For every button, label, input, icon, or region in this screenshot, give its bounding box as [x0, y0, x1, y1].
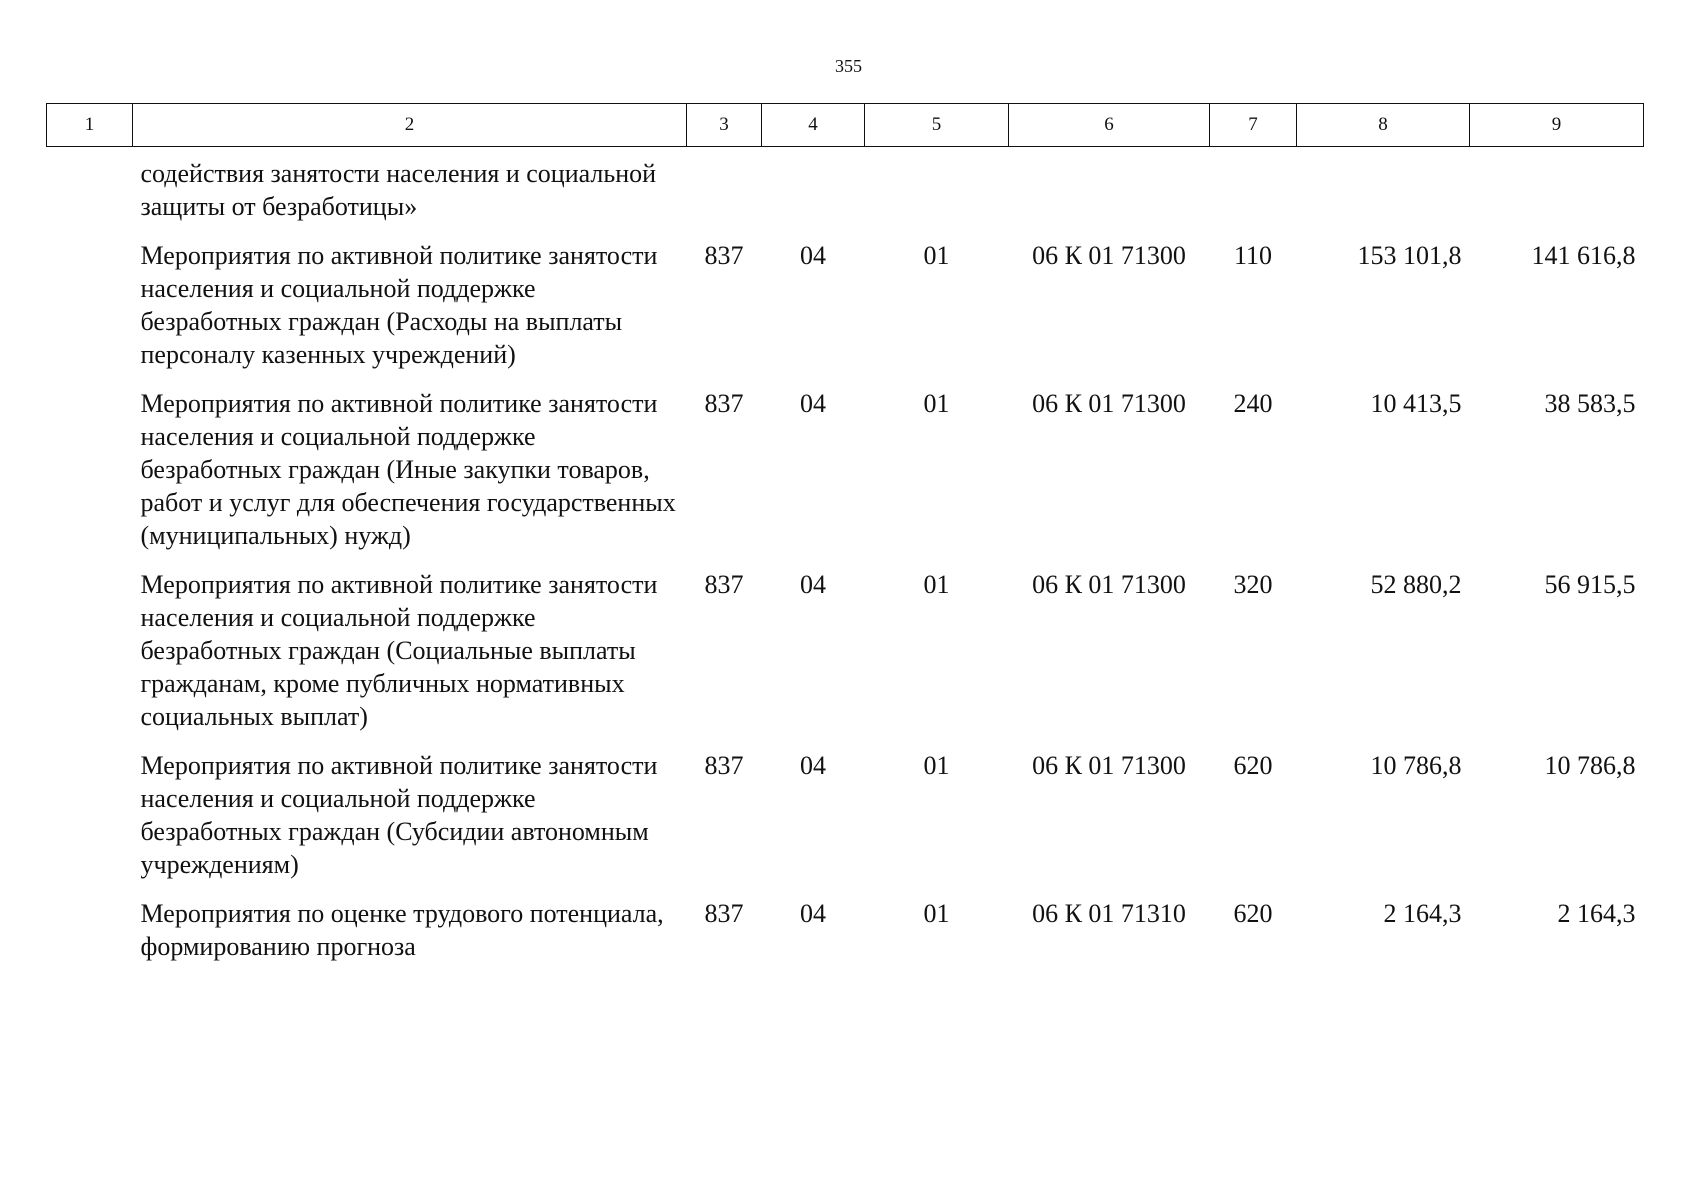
header-cell-9: 9	[1470, 104, 1644, 147]
table-row	[47, 239, 1644, 387]
header-cell-1: 1	[47, 104, 133, 147]
row-section-code: 04	[800, 241, 826, 270]
row-section-code: 04	[800, 570, 826, 599]
row-ministry-code: 837	[704, 241, 744, 270]
row-ministry-code: 837	[704, 389, 744, 418]
header-cell-8: 8	[1297, 104, 1470, 147]
table-header	[47, 104, 1644, 147]
row-target-article: 06 К 01 71300	[1032, 751, 1186, 780]
row-amount-col9	[1470, 147, 1644, 240]
row-amount-col8: 10 413,5	[1370, 389, 1462, 418]
table-row	[47, 749, 1644, 897]
table-row	[47, 387, 1644, 568]
row-cell-col1	[47, 147, 133, 240]
row-subsection-code	[865, 147, 1009, 240]
table-row	[47, 897, 1644, 979]
row-amount-col8: 10 786,8	[1370, 751, 1462, 780]
row-expense-type: 240	[1233, 389, 1273, 418]
row-section-code	[762, 147, 865, 240]
row-ministry-code: 837	[704, 570, 744, 599]
header-cell-5: 5	[865, 104, 1009, 147]
row-expense-type: 620	[1233, 899, 1273, 928]
table-body	[47, 147, 1644, 980]
row-amount-col9: 56 915,5	[1544, 570, 1636, 599]
budget-table	[46, 103, 1644, 979]
row-expense-type: 320	[1233, 570, 1273, 599]
header-cell-7: 7	[1210, 104, 1297, 147]
page-number: 355	[835, 56, 862, 76]
header-cell-2: 2	[133, 104, 687, 147]
row-target-article: 06 К 01 71300	[1032, 241, 1186, 270]
row-target-article: 06 К 01 71300	[1032, 389, 1186, 418]
row-section-code: 04	[800, 899, 826, 928]
table-row	[47, 568, 1644, 749]
row-cell-col1	[47, 749, 133, 897]
row-expense-type	[1210, 147, 1297, 240]
row-ministry-code: 837	[704, 751, 744, 780]
row-description: Мероприятия по активной политике занятости населения и социальной поддержке безработных граждан (Расходы на выплаты персоналу казенных учреждений)	[140, 241, 658, 369]
row-subsection-code: 01	[923, 389, 950, 418]
header-cell-4: 4	[762, 104, 865, 147]
row-target-article: 06 К 01 71310	[1032, 899, 1186, 928]
row-cell-col1	[47, 239, 133, 387]
row-amount-col9: 2 164,3	[1557, 899, 1636, 928]
row-description: Мероприятия по активной политике занятости населения и социальной поддержке безработных граждан (Субсидии автономным учреждениям)	[140, 751, 658, 879]
row-description: Мероприятия по активной политике занятости населения и социальной поддержке безработных граждан (Иные закупки товаров, работ и услуг для обеспечения государственных (муниципальных) нужд)	[140, 389, 676, 550]
row-subsection-code: 01	[923, 241, 950, 270]
row-ministry-code: 837	[704, 899, 744, 928]
row-section-code: 04	[800, 751, 826, 780]
row-cell-col1	[47, 897, 133, 979]
row-subsection-code: 01	[923, 751, 950, 780]
row-description: Мероприятия по оценке трудового потенциала, формированию прогноза	[140, 899, 664, 961]
table-row	[47, 147, 1644, 240]
row-amount-col9: 141 616,8	[1531, 241, 1636, 270]
row-subsection-code: 01	[923, 899, 950, 928]
header-cell-6: 6	[1009, 104, 1210, 147]
row-amount-col8: 2 164,3	[1383, 899, 1462, 928]
row-ministry-code	[687, 147, 762, 240]
row-description: Мероприятия по активной политике занятости населения и социальной поддержке безработных граждан (Социальные выплаты гражданам, кроме публичных нормативных социальных выплат)	[140, 570, 658, 731]
header-row	[47, 104, 1644, 147]
row-description: содействия занятости населения и социальной защиты от безработицы»	[140, 159, 657, 221]
header-cell-3: 3	[687, 104, 762, 147]
row-subsection-code: 01	[923, 570, 950, 599]
row-amount-col9: 38 583,5	[1544, 389, 1636, 418]
row-cell-col1	[47, 387, 133, 568]
row-expense-type: 110	[1233, 241, 1273, 270]
row-expense-type: 620	[1233, 751, 1273, 780]
row-amount-col8	[1297, 147, 1470, 240]
row-amount-col8: 153 101,8	[1357, 241, 1462, 270]
row-target-article: 06 К 01 71300	[1032, 570, 1186, 599]
row-target-article	[1009, 147, 1210, 240]
row-cell-col1	[47, 568, 133, 749]
row-amount-col9: 10 786,8	[1544, 751, 1636, 780]
row-amount-col8: 52 880,2	[1370, 570, 1462, 599]
row-section-code: 04	[800, 389, 826, 418]
